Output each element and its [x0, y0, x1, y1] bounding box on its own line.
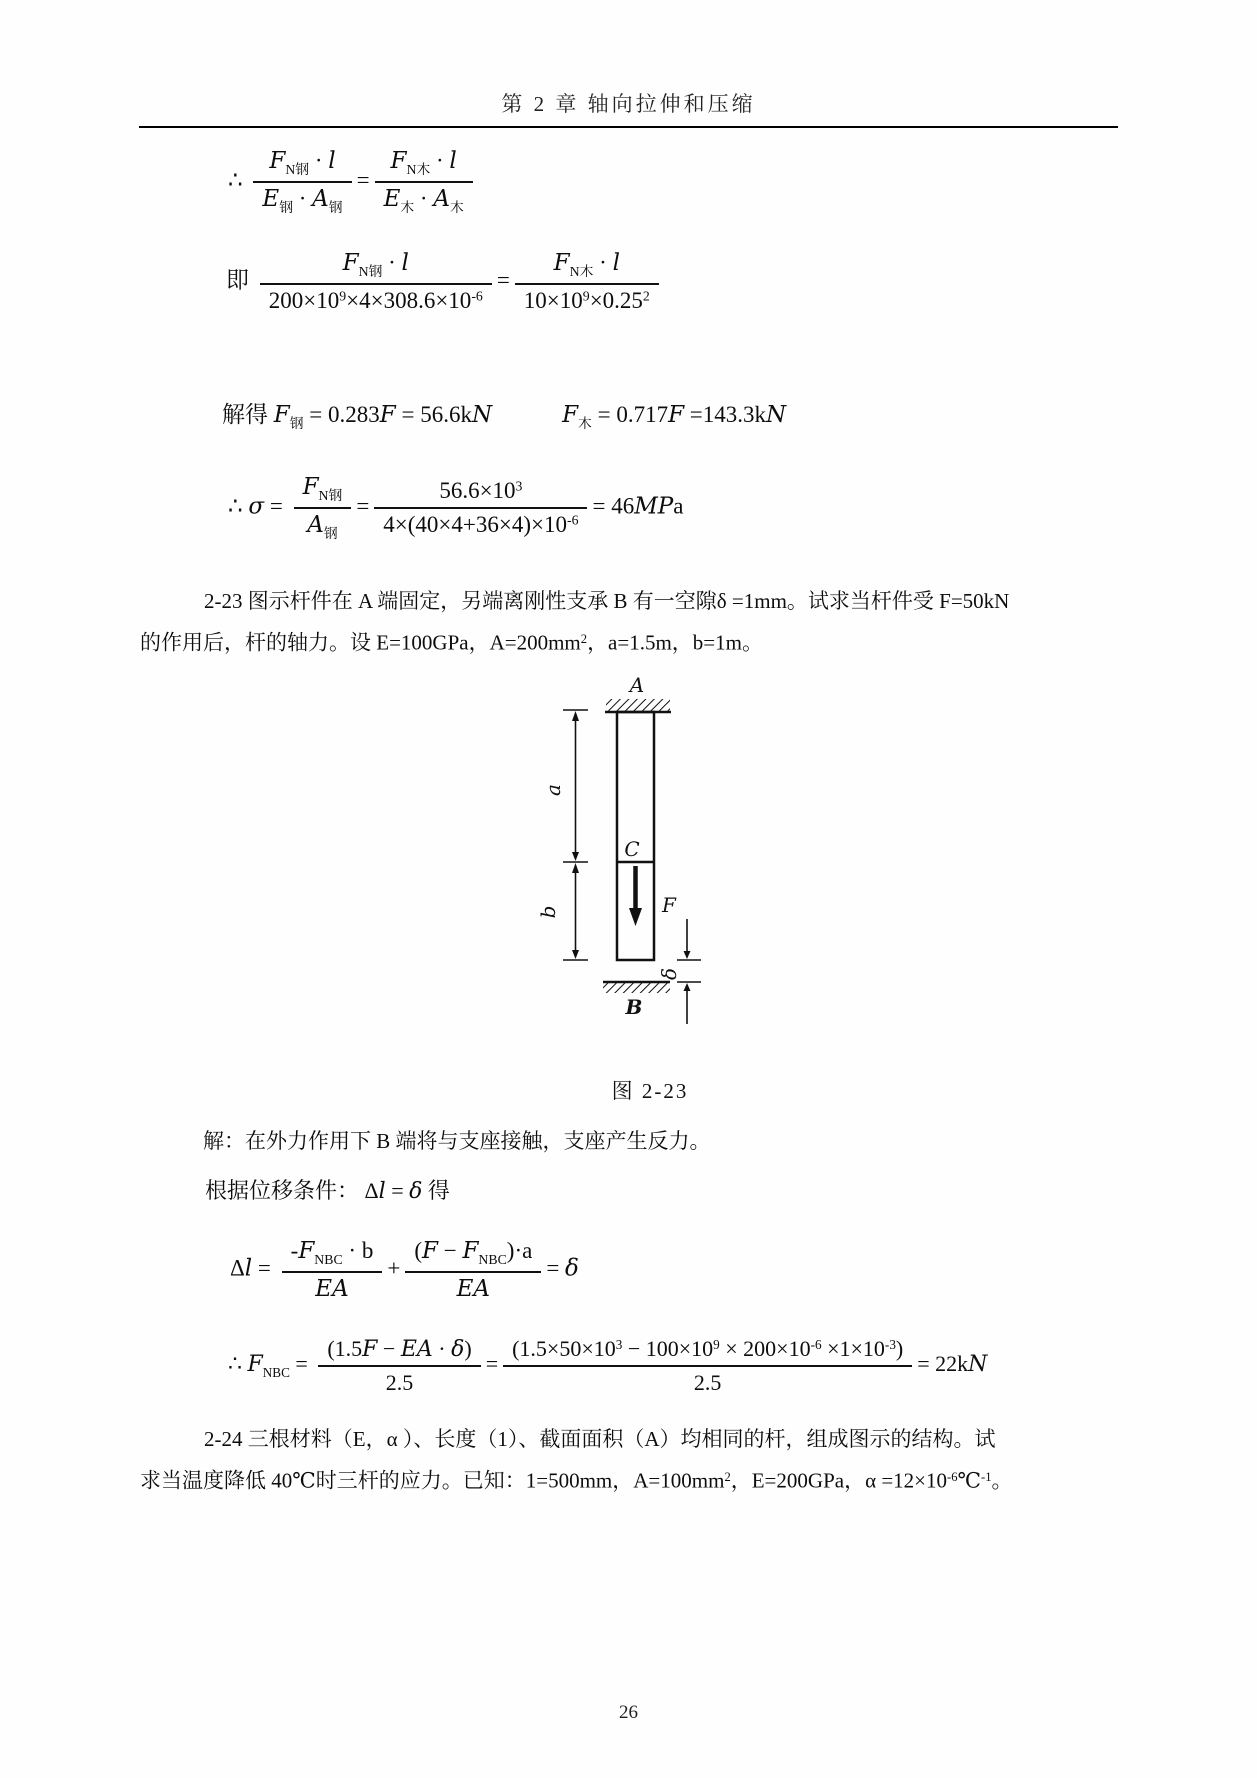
- math-token: 2: [724, 1470, 731, 1484]
- math-token: 56.6×10: [439, 478, 516, 504]
- chapter-header: 第 2 章 轴向拉伸和压缩: [501, 92, 756, 116]
- fraction: [503, 1336, 912, 1396]
- displacement-condition-line: [205, 1174, 450, 1205]
- math-token: F: [362, 1337, 378, 1362]
- math-token: ×4×308.6×10: [346, 288, 472, 314]
- math-token: l: [401, 250, 409, 276]
- math-token: 2.5: [385, 1370, 414, 1395]
- problem-2-23-line1: [140, 582, 1140, 620]
- math-token: 钢: [328, 200, 343, 216]
- math-token: Δ: [364, 1178, 379, 1203]
- math-token: −: [377, 1336, 401, 1361]
- figure-2-23: [460, 672, 760, 1067]
- math-token: N: [471, 402, 493, 428]
- math-token: ): [464, 1336, 472, 1361]
- problem-2-23-text: [140, 582, 1140, 661]
- fraction: [260, 250, 492, 314]
- math-token: )·a: [506, 1238, 533, 1263]
- math-token: 2: [580, 632, 588, 646]
- math-token: F: [562, 402, 579, 428]
- math-token: +: [387, 1255, 401, 1281]
- math-token: 200×10: [268, 288, 340, 314]
- math-token: δ: [451, 1337, 465, 1362]
- math-token: l: [328, 148, 336, 174]
- math-token: 9: [582, 288, 590, 304]
- math-token: (1.5: [327, 1336, 363, 1361]
- math-token: N木: [569, 264, 594, 280]
- math-token: 解得: [222, 402, 274, 427]
- fraction: [318, 1336, 480, 1396]
- formula-delta-l: [230, 1238, 579, 1302]
- force-arrow-head: [629, 908, 642, 926]
- math-token: A: [307, 512, 324, 539]
- math-token: −: [437, 1238, 463, 1263]
- math-token: 的作用后，杆的轴力。设 E=100GPa，A=200mm: [140, 630, 581, 655]
- math-token: F: [302, 474, 319, 500]
- math-token: (: [414, 1238, 422, 1263]
- math-token: EA: [400, 1337, 433, 1362]
- dim-delta-label: δ: [657, 967, 681, 981]
- problem-2-24-line2: [140, 1458, 1140, 1499]
- formula-sigma-result: [228, 474, 683, 542]
- fraction: [282, 1238, 383, 1302]
- formula-steel-wood-numeric: [226, 250, 664, 314]
- math-token: ×1×10: [821, 1336, 885, 1361]
- math-token: N: [766, 402, 787, 428]
- problem-2-23-line2: [140, 620, 1140, 661]
- header-rule: [139, 126, 1118, 128]
- math-token: A: [433, 186, 450, 213]
- math-token: =: [264, 493, 289, 519]
- math-token: × 200×10: [719, 1336, 811, 1361]
- math-token: 木: [400, 200, 415, 216]
- math-token: =: [385, 1178, 410, 1203]
- math-token: F: [390, 148, 407, 174]
- math-token: = 0.717: [591, 402, 669, 427]
- formula-fnbc-result: [228, 1336, 987, 1396]
- math-token: F: [379, 402, 396, 428]
- math-token: σ: [248, 493, 265, 520]
- math-token: 钢: [289, 416, 304, 432]
- math-token: NBC: [314, 1252, 343, 1268]
- math-token: NBC: [478, 1252, 507, 1268]
- math-token: δ: [409, 1179, 423, 1204]
- dim-b-label: b: [536, 905, 560, 919]
- math-token: Δ: [230, 1255, 245, 1281]
- math-token: 得: [422, 1178, 450, 1203]
- math-token: 钢: [323, 526, 338, 542]
- fraction: [374, 478, 587, 538]
- support-b-label: B: [625, 995, 643, 1019]
- math-token: ·: [432, 1336, 452, 1361]
- math-token: l: [449, 148, 457, 174]
- math-token: N钢: [285, 162, 310, 178]
- math-token: a: [673, 493, 684, 519]
- fixed-end-a-label: A: [629, 673, 645, 697]
- math-token: =: [485, 1351, 499, 1377]
- math-token: (1.5×50×10: [512, 1336, 616, 1361]
- math-token: N: [968, 1352, 988, 1378]
- math-token: -6: [471, 288, 483, 304]
- problem-2-24-line1: [140, 1420, 1140, 1458]
- math-token: F: [421, 1238, 438, 1264]
- math-token: -1: [981, 1470, 992, 1484]
- math-token: 9: [339, 288, 347, 304]
- math-token: N木: [406, 162, 431, 178]
- math-token: ℃: [957, 1468, 982, 1493]
- formula-solved-forces: [222, 396, 786, 432]
- math-token: F: [269, 148, 286, 174]
- math-token: ·: [414, 186, 434, 212]
- math-token: 3: [515, 478, 523, 494]
- fraction: [253, 148, 351, 216]
- fraction: [294, 474, 352, 542]
- math-token: = 0.283: [303, 402, 380, 427]
- math-token: -3: [884, 1336, 896, 1352]
- math-token: F: [668, 402, 685, 428]
- math-token: 即: [226, 267, 255, 293]
- math-token: =: [496, 267, 510, 293]
- math-token: ): [895, 1336, 904, 1361]
- math-token: 4×(40×4+36×4)×10: [383, 512, 567, 538]
- math-token: E: [262, 186, 280, 213]
- math-token: F: [298, 1238, 315, 1264]
- solution-intro-text: 解：在外力作用下 B 端将与支座接触，支座产生反力。: [203, 1129, 711, 1153]
- fraction: [375, 148, 473, 216]
- math-token: ·: [292, 186, 313, 212]
- math-token: ∴: [228, 167, 249, 193]
- math-token: ∴: [228, 1351, 248, 1377]
- fraction: [515, 250, 659, 314]
- math-token: ·: [382, 250, 402, 275]
- math-token: δ: [565, 1255, 579, 1282]
- fraction: [405, 1238, 541, 1302]
- math-token: l: [378, 1179, 386, 1204]
- math-token: = 46: [592, 493, 635, 519]
- math-token: =: [252, 1255, 277, 1281]
- formula-steel-wood-ratio: [228, 148, 478, 216]
- math-token: ·: [593, 250, 613, 275]
- math-token: =143.3k: [684, 402, 767, 427]
- math-token: 根据位移条件：: [205, 1178, 365, 1203]
- math-token: F: [342, 250, 359, 276]
- math-token: 2: [642, 288, 650, 304]
- math-token: 2.5: [693, 1370, 722, 1395]
- math-token: 。: [991, 1468, 1013, 1493]
- math-token: EA: [315, 1276, 349, 1303]
- math-token: 木: [578, 416, 592, 432]
- math-token: =: [356, 493, 370, 519]
- math-token: F: [247, 1352, 263, 1378]
- math-token: NBC: [262, 1364, 290, 1380]
- math-token: 9: [713, 1336, 720, 1352]
- math-token: 求当温度降低 40℃时三杆的应力。已知：1=500mm，A=100mm: [140, 1468, 725, 1493]
- support-a-hatch: [606, 699, 670, 711]
- math-token: ×0.25: [589, 288, 643, 314]
- math-token: MP: [634, 493, 674, 520]
- math-token: F: [462, 1238, 479, 1264]
- math-token: l: [612, 250, 620, 276]
- math-token: -6: [810, 1336, 822, 1352]
- math-token: l: [244, 1255, 253, 1282]
- math-token: ，a=1.5m，b=1m。: [587, 630, 763, 655]
- math-token: ·: [430, 148, 450, 173]
- math-token: A: [312, 186, 329, 213]
- math-token: EA: [456, 1276, 491, 1303]
- math-token: ∴: [228, 493, 249, 519]
- math-token: 木: [449, 200, 464, 216]
- math-token: =: [546, 1255, 566, 1281]
- math-token: 10×10: [523, 288, 583, 314]
- figure-caption: 图 2-23: [611, 1079, 689, 1103]
- math-token: F: [553, 250, 570, 276]
- math-token: ·: [309, 148, 329, 173]
- math-token: -6: [566, 512, 579, 528]
- math-token: F: [273, 402, 290, 428]
- math-token: 2-24 三根材料（E，α ）、长度（1）、截面面积（A）均相同的杆，组成图示的结构。试: [204, 1427, 996, 1451]
- math-token: =: [289, 1351, 314, 1377]
- math-token: N钢: [358, 264, 383, 280]
- problem-2-24-text: [140, 1420, 1140, 1499]
- math-token: 2-23 图示杆件在 A 端固定，另端离刚性支承 B 有一空隙δ =1mm。试求当杆件受 F=50kN: [204, 589, 1010, 613]
- math-token: E: [383, 186, 401, 213]
- math-token: 3: [615, 1336, 623, 1352]
- math-token: = 22k: [917, 1351, 969, 1377]
- support-b-hatch: [603, 982, 670, 993]
- math-token: N钢: [318, 488, 343, 504]
- dim-a-label: a: [541, 784, 565, 796]
- math-token: − 100×10: [622, 1336, 714, 1361]
- math-token: =: [356, 167, 370, 193]
- math-token: = 56.6k: [395, 402, 472, 427]
- force-f-label: F: [662, 893, 676, 917]
- math-token: -6: [947, 1470, 958, 1484]
- math-token: · b: [342, 1238, 374, 1263]
- section-c-label: C: [624, 837, 640, 861]
- math-token: 钢: [279, 200, 293, 216]
- math-token: -: [290, 1238, 299, 1263]
- math-token: ，E=200GPa，α =12×10: [730, 1468, 948, 1493]
- page-number: 26: [619, 1702, 638, 1723]
